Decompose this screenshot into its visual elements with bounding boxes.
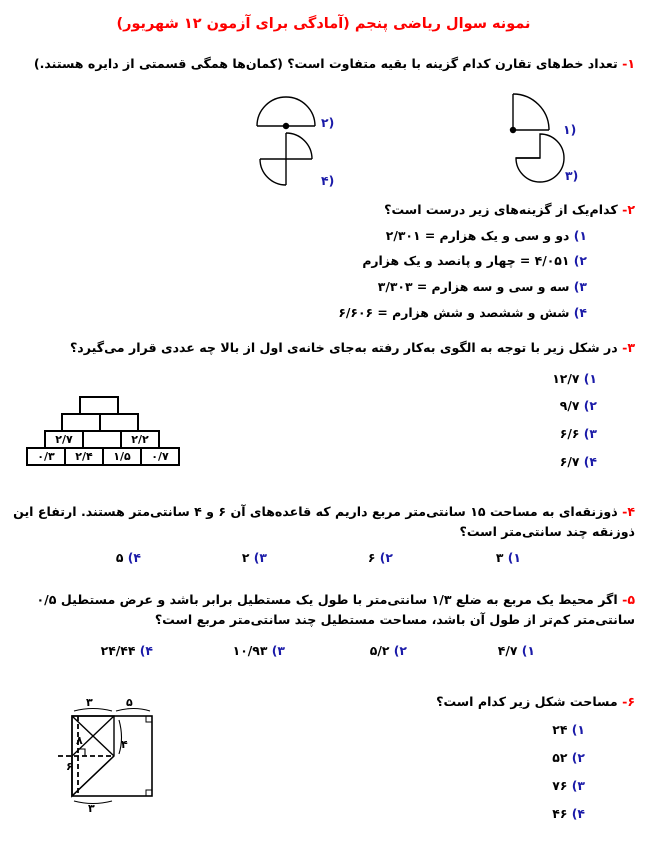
question-5-option-2[interactable] xyxy=(370,643,407,658)
option-label: ۱) xyxy=(507,550,521,565)
option-text: ۱۲/۷ xyxy=(552,371,580,386)
option-label: ۳) xyxy=(571,778,585,793)
option-label: ۱) xyxy=(583,371,597,386)
question-3-text xyxy=(15,338,635,358)
figure-q1-option-3-label: (۳ xyxy=(565,168,579,183)
pyramid-cell: ۲/۷ xyxy=(44,430,84,449)
question-6-option-2[interactable] xyxy=(552,750,585,765)
question-5-option-3[interactable] xyxy=(233,643,285,658)
figure-q1-option-4-label: (۴ xyxy=(321,173,335,188)
pyramid-row-4 xyxy=(28,447,180,466)
option-label: ۳) xyxy=(573,279,587,294)
question-2-body: کدام‌یک از گزینه‌های زیر درست است؟ xyxy=(384,202,618,217)
option-text: ۶ xyxy=(367,550,376,565)
option-label: ۳) xyxy=(253,550,267,565)
pyramid-cell: ۰/۷ xyxy=(140,447,180,466)
figure-q1-option-4 xyxy=(253,130,319,188)
option-text: ۷۶ xyxy=(552,778,568,793)
figure-q3-number-pyramid xyxy=(16,396,182,476)
question-6-option-1[interactable] xyxy=(552,722,585,737)
figure-q6-label-right: ۴ xyxy=(121,738,128,751)
question-6-option-3[interactable] xyxy=(552,778,585,793)
pyramid-cell: ۲/۲ xyxy=(120,430,160,449)
question-3-body: در شکل زیر با توجه به الگوی به‌کار رفته به‌جای خانه‌ی اول از بالا چه عددی قرار می‌گیرد؟ xyxy=(70,340,618,355)
question-2-option-4[interactable] xyxy=(338,305,587,320)
question-5-option-4[interactable] xyxy=(101,643,153,658)
question-1-text xyxy=(15,54,635,74)
circle-with-quarter-notch-icon xyxy=(512,130,572,188)
question-1-body: تعداد خط‌های تقارن کدام گزینه با بقیه متفاوت است؟ (کمان‌ها همگی قسمتی از دایره هستند.) xyxy=(33,56,618,71)
page-title: نمونه سوال ریاضی پنجم (آمادگی برای آزمون ۱۲ شهریور) xyxy=(116,16,531,32)
option-text: ۲۴/۴۴ xyxy=(100,643,136,658)
option-label: ۱) xyxy=(571,722,585,737)
option-text: ۵۲ xyxy=(552,750,568,765)
question-3-option-4[interactable] xyxy=(560,454,597,469)
question-4-option-2[interactable] xyxy=(368,550,393,565)
option-label: ۲) xyxy=(583,398,597,413)
option-text: شش و ششصد و شش هزارم = ۶/۶۰۶ xyxy=(338,305,570,320)
question-2-option-2[interactable] xyxy=(362,253,587,268)
figure-q6-label-top-left: ۳ xyxy=(86,696,93,709)
option-label: ۲) xyxy=(571,750,585,765)
question-2-option-1[interactable] xyxy=(386,228,587,243)
figure-q6-label-bottom: ۳ xyxy=(88,802,95,815)
figure-q6-label-left: ۸ xyxy=(76,734,83,747)
option-text: ۴/۰۵۱ = چهار و پانصد و یک هزارم xyxy=(362,253,570,268)
option-label: ۴) xyxy=(573,305,587,320)
option-text: ۲ xyxy=(241,550,250,565)
option-text: دو و سی و یک هزارم = ۲/۳۰۱ xyxy=(385,228,570,243)
option-text: ۵ xyxy=(115,550,124,565)
question-6-number: ۶- xyxy=(622,694,635,709)
figure-q6-label-middle: ۶ xyxy=(66,760,73,773)
figure-q1-option-1-label: (۱ xyxy=(563,122,577,137)
option-label: ۴) xyxy=(583,454,597,469)
option-text: ۴/۷ xyxy=(497,643,518,658)
option-label: ۴) xyxy=(571,806,585,821)
pyramid-cell: ۲/۴ xyxy=(64,447,104,466)
figure-q1-option-2-label: (۲ xyxy=(321,115,335,130)
pyramid-cell: ۱/۵ xyxy=(102,447,142,466)
figure-q6-label-top-right: ۵ xyxy=(126,696,133,709)
question-5-body: اگر محیط یک مربع به ضلع ۱/۳ سانتی‌متر با طول یک مستطیل برابر باشد و عرض مستطیل ۰/۵ سانتی‌متر کم‌تر از طول آن باشد، مساحت مستطیل چند سانتی‌متر مربع است؟ xyxy=(36,592,635,627)
question-2-text xyxy=(15,200,635,220)
question-4-number: ۴- xyxy=(622,504,635,519)
question-4-body: ذوزنقه‌ای به مساحت ۱۵ سانتی‌متر مربع داریم که قاعده‌های آن ۶ و ۴ سانتی‌متر هستند. ارتفاع این ذوزنقه چند سانتی‌متر است؟ xyxy=(13,504,635,539)
option-text: ۶/۶ xyxy=(559,426,580,441)
option-label: ۱) xyxy=(573,228,587,243)
option-text: ۹/۷ xyxy=(559,398,580,413)
pyramid-cell: ۰/۳ xyxy=(26,447,66,466)
option-text: ۴۶ xyxy=(552,806,568,821)
option-label: ۲) xyxy=(573,253,587,268)
option-text: ۶/۷ xyxy=(559,454,580,469)
question-5-text xyxy=(10,590,635,629)
option-text: ۵/۲ xyxy=(369,643,390,658)
question-3-option-3[interactable] xyxy=(560,426,597,441)
question-2-number: ۲- xyxy=(622,202,635,217)
two-opposite-quarter-arcs-icon xyxy=(253,130,319,188)
square-rhombus-diagram-icon xyxy=(58,702,168,807)
question-6-option-4[interactable] xyxy=(552,806,585,821)
figure-q1-option-2 xyxy=(253,88,319,132)
question-5-number: ۵- xyxy=(622,592,635,607)
option-text: ۲۴ xyxy=(552,722,568,737)
question-4-option-1[interactable] xyxy=(496,550,521,565)
question-1-number: ۱- xyxy=(622,56,635,71)
question-4-option-4[interactable] xyxy=(116,550,141,565)
option-label: ۳) xyxy=(583,426,597,441)
option-label: ۴) xyxy=(139,643,153,658)
option-label: ۳) xyxy=(271,643,285,658)
figure-q1-option-3 xyxy=(512,130,572,188)
question-3-option-2[interactable] xyxy=(560,398,597,413)
option-text: ۳ xyxy=(495,550,504,565)
question-4-text xyxy=(10,502,635,541)
question-3-number: ۳- xyxy=(622,340,635,355)
figure-q6-square-with-rhombus xyxy=(58,696,168,815)
option-label: ۱) xyxy=(521,643,535,658)
option-text: ۱۰/۹۳ xyxy=(232,643,268,658)
option-label: ۴) xyxy=(127,550,141,565)
question-2-option-3[interactable] xyxy=(378,279,587,294)
option-label: ۲) xyxy=(379,550,393,565)
question-4-option-3[interactable] xyxy=(242,550,267,565)
question-3-option-1[interactable] xyxy=(552,371,597,386)
option-label: ۲) xyxy=(393,643,407,658)
question-6-body: مساحت شکل زیر کدام است؟ xyxy=(436,694,618,709)
option-text: سه و سی و سه هزارم = ۳/۳۰۳ xyxy=(377,279,570,294)
semicircle-with-dot-icon xyxy=(253,88,319,132)
question-5-option-1[interactable] xyxy=(498,643,535,658)
